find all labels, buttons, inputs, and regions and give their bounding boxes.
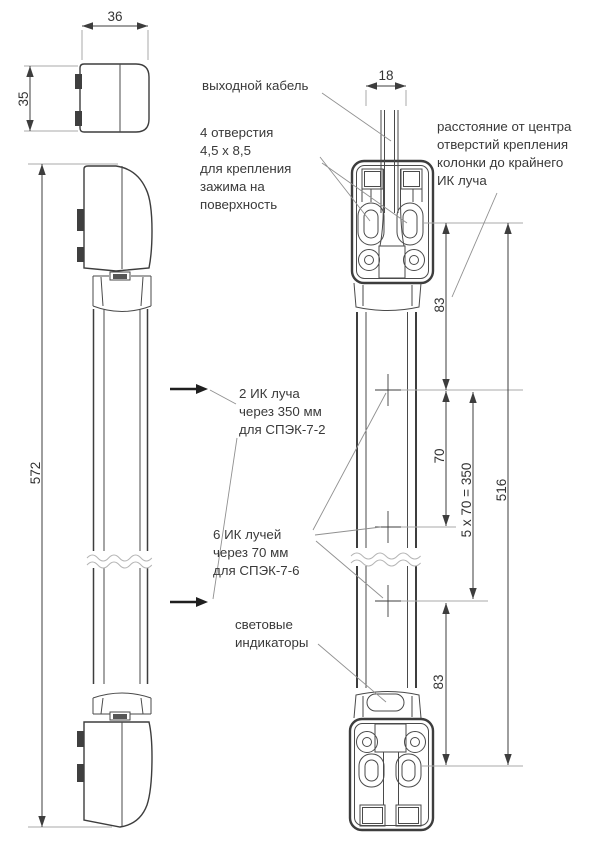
label-mounting-holes-line3: для крепления <box>200 161 292 176</box>
clamp-boss <box>359 250 380 271</box>
side-clip-notch <box>77 731 84 747</box>
hole-to-beam-note-leader <box>452 193 497 297</box>
bracket-recess-inner <box>399 808 419 824</box>
dim-83-top-text: 83 <box>432 297 447 313</box>
dim-516-text: 516 <box>494 478 509 502</box>
label-distance-note-line4: ИК луча <box>437 173 487 188</box>
dim-35-extension-lines <box>24 66 78 131</box>
label-mounting-holes-line1: 4 отверстия <box>200 125 274 140</box>
clamp-boss-hole <box>410 256 419 265</box>
top-view-clip-notch <box>75 111 82 126</box>
top-view-clip-notch <box>75 74 82 89</box>
mounting-holes-leaders <box>320 157 407 223</box>
mounting-hole-slot-inner <box>402 760 415 781</box>
label-distance-note-line1: расстояние от центра <box>437 119 572 134</box>
clamp-screw-slot <box>113 274 127 279</box>
label-output-cable: выходной кабель <box>202 78 309 93</box>
label-six-beams-line1: 6 ИК лучей <box>213 527 282 542</box>
dim-83-bottom-text: 83 <box>431 674 446 690</box>
label-two-beams-line2: через 350 мм <box>239 404 322 419</box>
side-top-clamp <box>93 276 151 312</box>
ir-beam-arrow-head <box>196 597 208 607</box>
label-distance-note-line3: колонки до крайнего <box>437 155 564 170</box>
mounting-hole-slot <box>396 754 421 787</box>
beam-cross-marks <box>375 374 401 617</box>
side-clip-notch <box>77 247 84 262</box>
bracket-recess-inner <box>404 172 420 187</box>
dim-36-text: 36 <box>107 9 123 24</box>
label-two-beams-line3: для СПЭК-7-2 <box>239 422 326 437</box>
label-mounting-holes-line5: поверхность <box>200 197 278 212</box>
dim-350-text: 5 x 70 = 350 <box>459 462 474 538</box>
label-mounting-holes-line4: зажима на <box>200 179 265 194</box>
side-column-edges <box>94 309 148 684</box>
label-light-indicators-line2: индикаторы <box>235 635 309 650</box>
clamp-boss <box>405 732 426 753</box>
mounting-hole-slot <box>359 754 384 787</box>
mounting-hole-slot <box>358 203 384 245</box>
top-view <box>24 26 149 132</box>
bracket-center-block <box>375 724 406 752</box>
front-top-bracket <box>352 161 433 283</box>
mounting-hole-slot-inner <box>403 210 417 238</box>
clamp-boss <box>357 732 378 753</box>
top-view-outline <box>80 64 149 132</box>
side-clip-notch <box>77 764 84 782</box>
dim-18-text: 18 <box>378 68 394 83</box>
front-bottom-bracket <box>350 719 433 830</box>
mounting-hole-slot-inner <box>365 760 378 781</box>
side-clip-notch <box>77 209 84 231</box>
bracket-ribs <box>362 169 422 246</box>
light-indicators-leader <box>318 644 386 702</box>
dim-18-extension-lines <box>366 90 406 106</box>
side-column-inner-lines <box>104 309 140 684</box>
bracket-center-block <box>379 246 405 278</box>
dim-36-extension-lines <box>82 30 148 60</box>
ir-beam-arrows <box>170 384 208 607</box>
clamp-boss-hole <box>363 738 372 747</box>
ir-beam-arrow-head <box>196 384 208 394</box>
bracket-recess <box>360 805 385 826</box>
label-two-beams-line1: 2 ИК луча <box>239 386 300 401</box>
bracket-recess-inner <box>363 808 383 824</box>
clamp-boss <box>404 250 425 271</box>
side-view <box>28 164 153 827</box>
dim-35-text: 35 <box>16 91 31 107</box>
dim-572-text: 572 <box>28 461 43 485</box>
label-six-beams-line3: для СПЭК-7-6 <box>213 563 300 578</box>
side-bottom-bracket <box>84 722 152 827</box>
label-mounting-holes-line2: 4,5 x 8,5 <box>200 143 252 158</box>
bracket-recess-inner <box>365 172 381 187</box>
clamp-screw-slot <box>113 714 127 719</box>
side-top-bracket <box>84 166 152 271</box>
front-column-inner-lines <box>366 312 408 688</box>
led-indicator-window <box>367 694 404 711</box>
front-top-cap <box>354 283 421 311</box>
bracket-recess <box>396 805 421 826</box>
mounting-hole-slot-inner <box>364 210 378 238</box>
dimension-texts <box>16 9 509 690</box>
label-distance-note-line2: отверстий крепления <box>437 137 569 152</box>
side-bottom-clamp <box>93 693 151 714</box>
dim-70-text: 70 <box>432 448 447 464</box>
label-six-beams-line2: через 70 мм <box>213 545 289 560</box>
label-light-indicators-line1: световые <box>235 617 293 632</box>
front-bottom-cap <box>354 692 421 719</box>
clamp-boss-hole <box>365 256 374 265</box>
clamp-boss-hole <box>411 738 420 747</box>
